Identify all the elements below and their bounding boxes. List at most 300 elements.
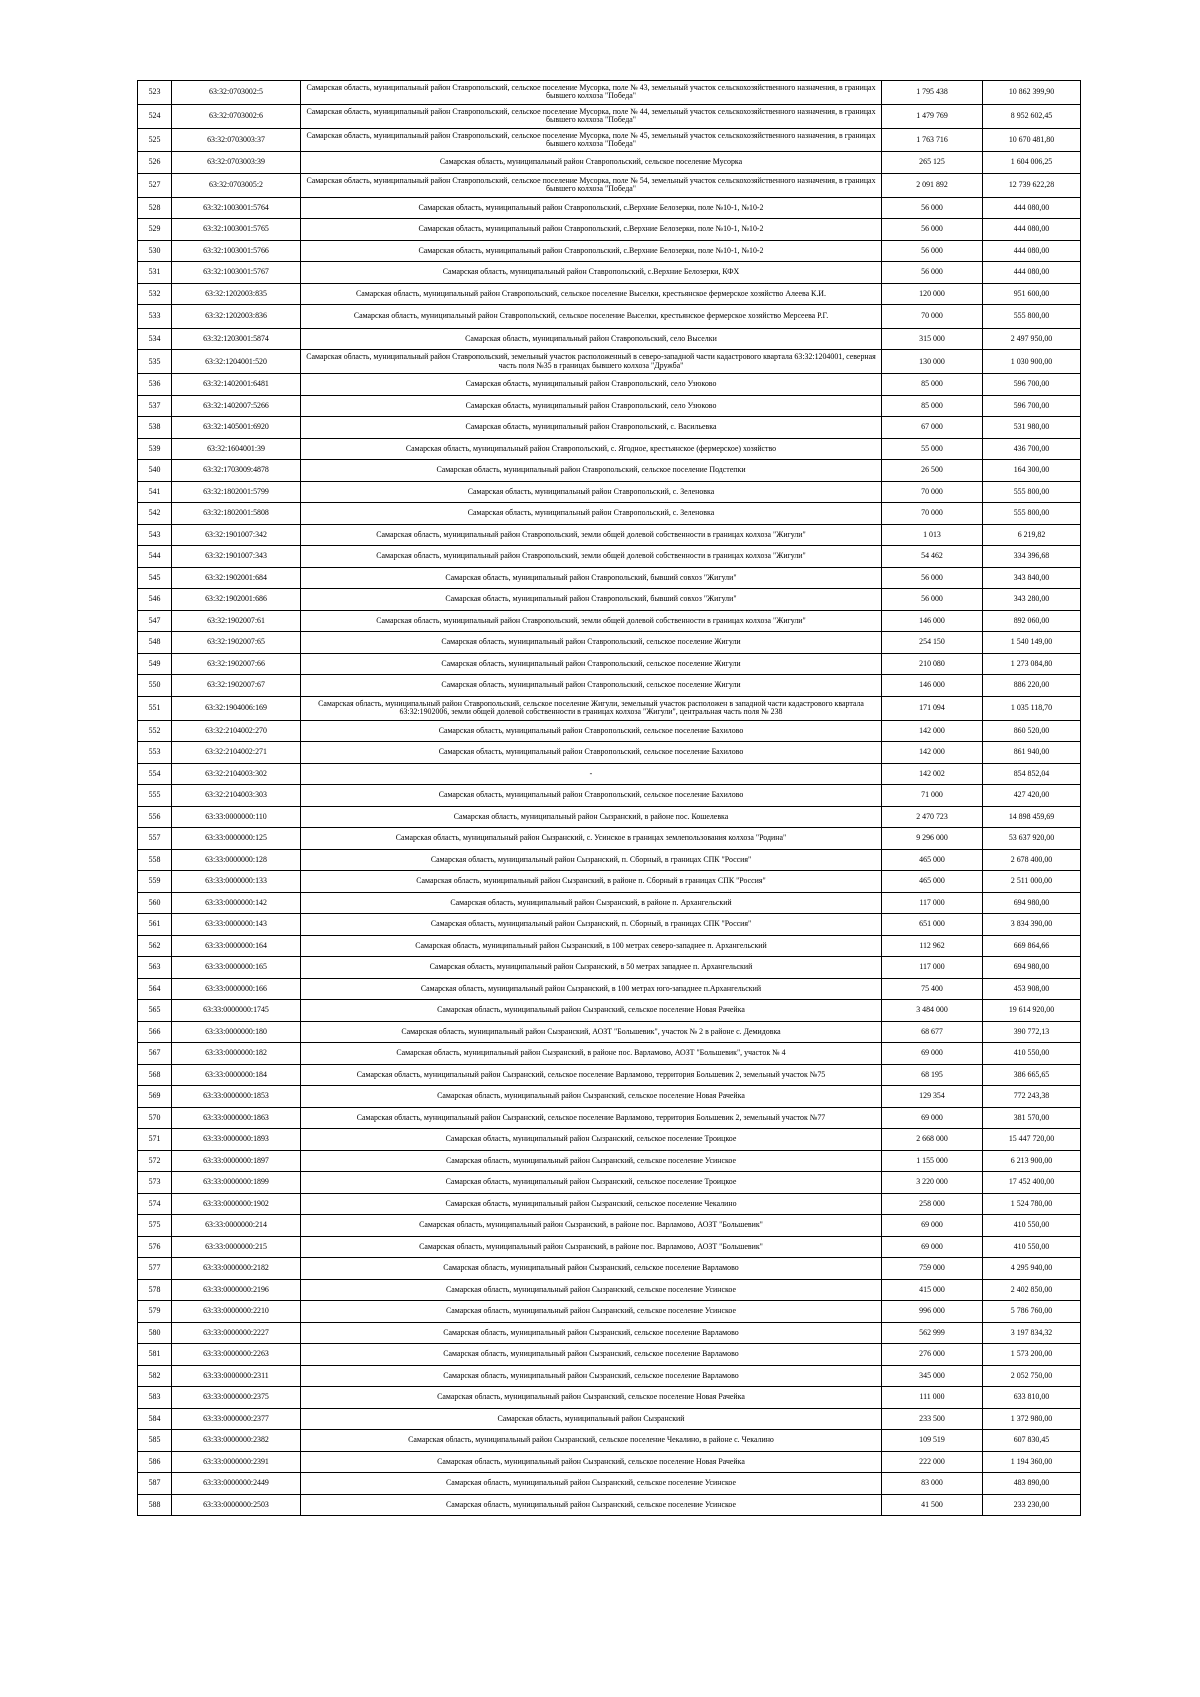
- table-row: [138, 849, 1081, 871]
- cadastral-number-cell: 63:32:1402007:5266: [172, 395, 301, 417]
- cadastral-value-cell: 772 243,38: [983, 1086, 1081, 1108]
- area-cell: 56 000: [882, 240, 983, 262]
- address-cell: Самарская область, муниципальный район Сызранский, сельское поселение Усинское: [301, 1473, 882, 1495]
- cadastral-number-cell: 63:32:1904006:169: [172, 696, 301, 720]
- cadastral-value-cell: 334 396,68: [983, 546, 1081, 568]
- area-cell: 233 500: [882, 1408, 983, 1430]
- row-number-cell: 571: [138, 1129, 172, 1151]
- address-cell: Самарская область, муниципальный район Сызранский, сельское поселение Варламово: [301, 1365, 882, 1387]
- row-number-cell: 587: [138, 1473, 172, 1495]
- cadastral-number-cell: 63:32:1902001:684: [172, 567, 301, 589]
- row-number-cell: 568: [138, 1064, 172, 1086]
- area-cell: 1 763 716: [882, 128, 983, 152]
- area-cell: 69 000: [882, 1043, 983, 1065]
- table-row: [138, 1000, 1081, 1022]
- address-cell: Самарская область, муниципальный район Ставропольский, земельный участок расположенный в северо-западной части кадастрового квартала 63:32:1204001, северная часть поля №35 в границах бывшего колхоза "Дружба": [301, 350, 882, 374]
- row-number-cell: 570: [138, 1107, 172, 1129]
- address-cell: Самарская область, муниципальный район Ставропольский, село Выселки: [301, 328, 882, 350]
- table-row: [138, 460, 1081, 482]
- row-number-cell: 535: [138, 350, 172, 374]
- area-cell: 69 000: [882, 1107, 983, 1129]
- row-number-cell: 524: [138, 104, 172, 128]
- area-cell: 465 000: [882, 871, 983, 893]
- cadastral-value-cell: 444 080,00: [983, 219, 1081, 241]
- row-number-cell: 578: [138, 1279, 172, 1301]
- table-row: [138, 1236, 1081, 1258]
- row-number-cell: 530: [138, 240, 172, 262]
- cadastral-value-cell: 10 670 481,80: [983, 128, 1081, 152]
- cadastral-value-cell: 892 060,00: [983, 610, 1081, 632]
- address-cell: Самарская область, муниципальный район Ставропольский, сельское поселение Мусорка: [301, 152, 882, 174]
- area-cell: 56 000: [882, 589, 983, 611]
- table-row: [138, 1301, 1081, 1323]
- cadastral-number-cell: 63:32:0703003:39: [172, 152, 301, 174]
- table-row: [138, 610, 1081, 632]
- cadastral-number-cell: 63:33:0000000:2391: [172, 1451, 301, 1473]
- table-row: [138, 1129, 1081, 1151]
- cadastral-value-cell: 410 550,00: [983, 1236, 1081, 1258]
- row-number-cell: 566: [138, 1021, 172, 1043]
- row-number-cell: 545: [138, 567, 172, 589]
- address-cell: Самарская область, муниципальный район Ставропольский, с.Верхние Белозерки, поле №10-1, №10-2: [301, 240, 882, 262]
- cadastral-number-cell: 63:33:0000000:180: [172, 1021, 301, 1043]
- row-number-cell: 560: [138, 892, 172, 914]
- land-register-page: [137, 80, 1080, 1516]
- area-cell: 415 000: [882, 1279, 983, 1301]
- table-row: [138, 81, 1081, 105]
- cadastral-value-cell: 2 052 750,00: [983, 1365, 1081, 1387]
- table-row: [138, 438, 1081, 460]
- row-number-cell: 536: [138, 374, 172, 396]
- table-row: [138, 1172, 1081, 1194]
- address-cell: Самарская область, муниципальный район Ставропольский, сельское поселение Бахилово: [301, 785, 882, 807]
- cadastral-value-cell: 1 030 900,00: [983, 350, 1081, 374]
- cadastral-value-cell: 1 604 006,25: [983, 152, 1081, 174]
- cadastral-number-cell: 63:32:1901007:342: [172, 524, 301, 546]
- cadastral-number-cell: 63:33:0000000:184: [172, 1064, 301, 1086]
- table-row: [138, 1408, 1081, 1430]
- cadastral-value-cell: 436 700,00: [983, 438, 1081, 460]
- area-cell: 265 125: [882, 152, 983, 174]
- table-row: [138, 957, 1081, 979]
- address-cell: Самарская область, муниципальный район Сызранский, сельское поселение Усинское: [301, 1494, 882, 1516]
- cadastral-value-cell: 8 952 602,45: [983, 104, 1081, 128]
- area-cell: 142 000: [882, 742, 983, 764]
- cadastral-number-cell: 63:33:0000000:1863: [172, 1107, 301, 1129]
- address-cell: Самарская область, муниципальный район Ставропольский, с. Ягодное, крестьянское (фермерское) хозяйство: [301, 438, 882, 460]
- cadastral-number-cell: 63:32:1703009:4878: [172, 460, 301, 482]
- cadastral-number-cell: 63:32:1402001:6481: [172, 374, 301, 396]
- area-cell: 129 354: [882, 1086, 983, 1108]
- row-number-cell: 540: [138, 460, 172, 482]
- cadastral-number-cell: 63:32:0703005:2: [172, 173, 301, 197]
- cadastral-number-cell: 63:32:1202003:836: [172, 305, 301, 329]
- cadastral-number-cell: 63:32:1405001:6920: [172, 417, 301, 439]
- cadastral-number-cell: 63:33:0000000:143: [172, 914, 301, 936]
- row-number-cell: 564: [138, 978, 172, 1000]
- cadastral-value-cell: 233 230,00: [983, 1494, 1081, 1516]
- row-number-cell: 528: [138, 197, 172, 219]
- cadastral-value-cell: 669 864,66: [983, 935, 1081, 957]
- area-cell: 71 000: [882, 785, 983, 807]
- cadastral-value-cell: 3 197 834,32: [983, 1322, 1081, 1344]
- cadastral-number-cell: 63:32:1802001:5808: [172, 503, 301, 525]
- cadastral-number-cell: 63:32:1902007:61: [172, 610, 301, 632]
- address-cell: Самарская область, муниципальный район Сызранский, в районе пос. Варламово, АОЗТ "Большевик", участок № 4: [301, 1043, 882, 1065]
- cadastral-value-cell: 10 862 399,90: [983, 81, 1081, 105]
- area-cell: 41 500: [882, 1494, 983, 1516]
- address-cell: -: [301, 763, 882, 785]
- area-cell: 68 677: [882, 1021, 983, 1043]
- area-cell: 996 000: [882, 1301, 983, 1323]
- cadastral-value-cell: 633 810,00: [983, 1387, 1081, 1409]
- address-cell: Самарская область, муниципальный район Ставропольский, сельское поселение Жигули: [301, 675, 882, 697]
- cadastral-value-cell: 444 080,00: [983, 240, 1081, 262]
- area-cell: 258 000: [882, 1193, 983, 1215]
- row-number-cell: 532: [138, 283, 172, 305]
- area-cell: 2 668 000: [882, 1129, 983, 1151]
- address-cell: Самарская область, муниципальный район Ставропольский, сельское поселение Мусорка, поле № 45, земельный участок сельскохозяйственного назначения, в границах бывшего колхоза "Победа": [301, 128, 882, 152]
- address-cell: Самарская область, муниципальный район Сызранский, п. Сборный, в границах СПК "Россия": [301, 914, 882, 936]
- address-cell: Самарская область, муниципальный район Ставропольский, с. Зеленовка: [301, 503, 882, 525]
- address-cell: Самарская область, муниципальный район Сызранский, сельское поселение Чекалино: [301, 1193, 882, 1215]
- address-cell: Самарская область, муниципальный район Сызранский, сельское поселение Усинское: [301, 1279, 882, 1301]
- cadastral-number-cell: 63:32:1003001:5767: [172, 262, 301, 284]
- area-cell: 276 000: [882, 1344, 983, 1366]
- cadastral-number-cell: 63:33:0000000:1899: [172, 1172, 301, 1194]
- cadastral-number-cell: 63:33:0000000:2182: [172, 1258, 301, 1280]
- cadastral-number-cell: 63:33:0000000:142: [172, 892, 301, 914]
- cadastral-number-cell: 63:33:0000000:133: [172, 871, 301, 893]
- area-cell: 56 000: [882, 197, 983, 219]
- cadastral-number-cell: 63:33:0000000:2210: [172, 1301, 301, 1323]
- row-number-cell: 584: [138, 1408, 172, 1430]
- row-number-cell: 533: [138, 305, 172, 329]
- area-cell: 9 296 000: [882, 828, 983, 850]
- address-cell: Самарская область, муниципальный район Сызранский, в районе пос. Кошелевка: [301, 806, 882, 828]
- address-cell: Самарская область, муниципальный район Ставропольский, с. Васильевка: [301, 417, 882, 439]
- cadastral-value-cell: 531 980,00: [983, 417, 1081, 439]
- row-number-cell: 523: [138, 81, 172, 105]
- address-cell: Самарская область, муниципальный район Ставропольский, бывший совхоз "Жигули": [301, 567, 882, 589]
- cadastral-value-cell: 555 800,00: [983, 305, 1081, 329]
- area-cell: 67 000: [882, 417, 983, 439]
- area-cell: 117 000: [882, 957, 983, 979]
- table-row: [138, 503, 1081, 525]
- area-cell: 70 000: [882, 503, 983, 525]
- address-cell: Самарская область, муниципальный район Ставропольский, с.Верхние Белозерки, поле №10-1, №10-2: [301, 219, 882, 241]
- address-cell: Самарская область, муниципальный район Ставропольский, сельское поселение Жигули: [301, 632, 882, 654]
- area-cell: 3 220 000: [882, 1172, 983, 1194]
- table-row: [138, 262, 1081, 284]
- row-number-cell: 547: [138, 610, 172, 632]
- address-cell: Самарская область, муниципальный район Сызранский, в 100 метрах юго-западнее п.Архангельский: [301, 978, 882, 1000]
- table-row: [138, 1322, 1081, 1344]
- area-cell: 111 000: [882, 1387, 983, 1409]
- table-row: [138, 481, 1081, 503]
- cadastral-number-cell: 63:32:0703003:37: [172, 128, 301, 152]
- cadastral-value-cell: 453 908,00: [983, 978, 1081, 1000]
- area-cell: 56 000: [882, 219, 983, 241]
- cadastral-number-cell: 63:33:0000000:2311: [172, 1365, 301, 1387]
- table-row: [138, 720, 1081, 742]
- area-cell: 465 000: [882, 849, 983, 871]
- table-row: [138, 1430, 1081, 1452]
- address-cell: Самарская область, муниципальный район Ставропольский, сельское поселение Подстепки: [301, 460, 882, 482]
- table-row: [138, 1107, 1081, 1129]
- cadastral-value-cell: 2 511 000,00: [983, 871, 1081, 893]
- table-row: [138, 283, 1081, 305]
- address-cell: Самарская область, муниципальный район Ставропольский, бывший совхоз "Жигули": [301, 589, 882, 611]
- area-cell: 562 999: [882, 1322, 983, 1344]
- cadastral-number-cell: 63:32:1902007:67: [172, 675, 301, 697]
- address-cell: Самарская область, муниципальный район Ставропольский, сельское поселение Бахилово: [301, 742, 882, 764]
- address-cell: Самарская область, муниципальный район Ставропольский, село Узюково: [301, 374, 882, 396]
- row-number-cell: 580: [138, 1322, 172, 1344]
- address-cell: Самарская область, муниципальный район Ставропольский, сельское поселение Выселки, крестьянское фермерское хозяйство Мерсеева Р.Г.: [301, 305, 882, 329]
- row-number-cell: 586: [138, 1451, 172, 1473]
- row-number-cell: 526: [138, 152, 172, 174]
- address-cell: Самарская область, муниципальный район Сызранский, сельское поселение Варламово: [301, 1322, 882, 1344]
- table-row: [138, 696, 1081, 720]
- address-cell: Самарская область, муниципальный район Сызранский, в 50 метрах западнее п. Архангельский: [301, 957, 882, 979]
- cadastral-value-cell: 164 300,00: [983, 460, 1081, 482]
- cadastral-number-cell: 63:32:1902007:66: [172, 653, 301, 675]
- address-cell: Самарская область, муниципальный район Сызранский, с. Усинское в границах землепользования колхоза "Родина": [301, 828, 882, 850]
- area-cell: 2 470 723: [882, 806, 983, 828]
- address-cell: Самарская область, муниципальный район Сызранский, в районе пос. Варламово, АОЗТ "Большевик": [301, 1236, 882, 1258]
- table-row: [138, 1451, 1081, 1473]
- row-number-cell: 531: [138, 262, 172, 284]
- row-number-cell: 561: [138, 914, 172, 936]
- table-row: [138, 104, 1081, 128]
- row-number-cell: 538: [138, 417, 172, 439]
- cadastral-value-cell: 886 220,00: [983, 675, 1081, 697]
- cadastral-value-cell: 555 800,00: [983, 481, 1081, 503]
- cadastral-number-cell: 63:33:0000000:128: [172, 849, 301, 871]
- table-row: [138, 1043, 1081, 1065]
- cadastral-number-cell: 63:32:1902007:65: [172, 632, 301, 654]
- cadastral-number-cell: 63:32:1003001:5765: [172, 219, 301, 241]
- cadastral-value-cell: 1 035 118,70: [983, 696, 1081, 720]
- cadastral-value-cell: 1 524 780,00: [983, 1193, 1081, 1215]
- address-cell: Самарская область, муниципальный район Сызранский, в районе п. Сборный в границах СПК "Россия": [301, 871, 882, 893]
- area-cell: 171 094: [882, 696, 983, 720]
- cadastral-number-cell: 63:32:1901007:343: [172, 546, 301, 568]
- row-number-cell: 569: [138, 1086, 172, 1108]
- address-cell: Самарская область, муниципальный район Ставропольский, сельское поселение Выселки, крестьянское фермерское хозяйство Алеева К.И.: [301, 283, 882, 305]
- row-number-cell: 562: [138, 935, 172, 957]
- cadastral-number-cell: 63:32:1202003:835: [172, 283, 301, 305]
- area-cell: 85 000: [882, 374, 983, 396]
- row-number-cell: 525: [138, 128, 172, 152]
- area-cell: 1 795 438: [882, 81, 983, 105]
- cadastral-number-cell: 63:33:0000000:1902: [172, 1193, 301, 1215]
- address-cell: Самарская область, муниципальный район Ставропольский, село Узюково: [301, 395, 882, 417]
- table-row: [138, 742, 1081, 764]
- cadastral-value-cell: 596 700,00: [983, 395, 1081, 417]
- table-row: [138, 219, 1081, 241]
- table-row: [138, 152, 1081, 174]
- address-cell: Самарская область, муниципальный район Сызранский, сельское поселение Чекалино, в районе с. Чекалино: [301, 1430, 882, 1452]
- area-cell: 345 000: [882, 1365, 983, 1387]
- cadastral-value-cell: 2 678 400,00: [983, 849, 1081, 871]
- cadastral-value-cell: 444 080,00: [983, 262, 1081, 284]
- address-cell: Самарская область, муниципальный район Сызранский: [301, 1408, 882, 1430]
- cadastral-number-cell: 63:32:0703002:6: [172, 104, 301, 128]
- row-number-cell: 585: [138, 1430, 172, 1452]
- row-number-cell: 567: [138, 1043, 172, 1065]
- cadastral-number-cell: 63:33:0000000:2449: [172, 1473, 301, 1495]
- area-cell: 315 000: [882, 328, 983, 350]
- address-cell: Самарская область, муниципальный район Ставропольский, с.Верхние Белозерки, поле №10-1, №10-2: [301, 197, 882, 219]
- address-cell: Самарская область, муниципальный район Ставропольский, сельское поселение Жигули, земельный участок расположен в западной части кадастрового квартала 63:32:1902006, земли общей долевой собственности в границах колхоза "Жигули", центральная часть поля № 238: [301, 696, 882, 720]
- row-number-cell: 546: [138, 589, 172, 611]
- cadastral-number-cell: 63:32:1203001:5874: [172, 328, 301, 350]
- area-cell: 1 155 000: [882, 1150, 983, 1172]
- table-row: [138, 240, 1081, 262]
- area-cell: 85 000: [882, 395, 983, 417]
- row-number-cell: 557: [138, 828, 172, 850]
- row-number-cell: 573: [138, 1172, 172, 1194]
- table-row: [138, 374, 1081, 396]
- area-cell: 56 000: [882, 567, 983, 589]
- cadastral-value-cell: 1 372 980,00: [983, 1408, 1081, 1430]
- table-row: [138, 806, 1081, 828]
- table-row: [138, 1494, 1081, 1516]
- table-row: [138, 1215, 1081, 1237]
- table-row: [138, 828, 1081, 850]
- table-row: [138, 763, 1081, 785]
- row-number-cell: 541: [138, 481, 172, 503]
- row-number-cell: 565: [138, 1000, 172, 1022]
- cadastral-number-cell: 63:32:1204001:520: [172, 350, 301, 374]
- table-row: [138, 632, 1081, 654]
- area-cell: 210 080: [882, 653, 983, 675]
- cadastral-value-cell: 555 800,00: [983, 503, 1081, 525]
- cadastral-value-cell: 1 540 149,00: [983, 632, 1081, 654]
- cadastral-number-cell: 63:33:0000000:215: [172, 1236, 301, 1258]
- area-cell: 2 091 892: [882, 173, 983, 197]
- cadastral-value-cell: 2 402 850,00: [983, 1279, 1081, 1301]
- area-cell: 70 000: [882, 305, 983, 329]
- area-cell: 3 484 000: [882, 1000, 983, 1022]
- cadastral-number-cell: 63:33:0000000:2377: [172, 1408, 301, 1430]
- cadastral-number-cell: 63:32:1003001:5766: [172, 240, 301, 262]
- row-number-cell: 576: [138, 1236, 172, 1258]
- table-row: [138, 567, 1081, 589]
- row-number-cell: 588: [138, 1494, 172, 1516]
- cadastral-number-cell: 63:32:1802001:5799: [172, 481, 301, 503]
- cadastral-number-cell: 63:32:0703002:5: [172, 81, 301, 105]
- cadastral-number-cell: 63:32:2104002:271: [172, 742, 301, 764]
- cadastral-value-cell: 410 550,00: [983, 1043, 1081, 1065]
- cadastral-number-cell: 63:32:2104003:303: [172, 785, 301, 807]
- area-cell: 112 962: [882, 935, 983, 957]
- table-row: [138, 1387, 1081, 1409]
- row-number-cell: 553: [138, 742, 172, 764]
- area-cell: 651 000: [882, 914, 983, 936]
- address-cell: Самарская область, муниципальный район Сызранский, в районе п. Архангельский: [301, 892, 882, 914]
- cadastral-value-cell: 951 600,00: [983, 283, 1081, 305]
- cadastral-number-cell: 63:33:0000000:2196: [172, 1279, 301, 1301]
- cadastral-value-cell: 694 980,00: [983, 892, 1081, 914]
- area-cell: 26 500: [882, 460, 983, 482]
- area-cell: 146 000: [882, 610, 983, 632]
- row-number-cell: 534: [138, 328, 172, 350]
- table-row: [138, 675, 1081, 697]
- cadastral-value-cell: 17 452 400,00: [983, 1172, 1081, 1194]
- cadastral-value-cell: 1 273 084,80: [983, 653, 1081, 675]
- table-row: [138, 417, 1081, 439]
- table-row: [138, 1258, 1081, 1280]
- cadastral-number-cell: 63:33:0000000:1893: [172, 1129, 301, 1151]
- row-number-cell: 543: [138, 524, 172, 546]
- address-cell: Самарская область, муниципальный район Сызранский, сельское поселение Усинское: [301, 1301, 882, 1323]
- address-cell: Самарская область, муниципальный район Ставропольский, земли общей долевой собственности в границах колхоза "Жигули": [301, 610, 882, 632]
- address-cell: Самарская область, муниципальный район Сызранский, сельское поселение Варламово, территория Большевик 2, земельный участок №75: [301, 1064, 882, 1086]
- cadastral-value-cell: 6 219,82: [983, 524, 1081, 546]
- address-cell: Самарская область, муниципальный район Сызранский, сельское поселение Варламово, территория Большевик 2, земельный участок №77: [301, 1107, 882, 1129]
- row-number-cell: 583: [138, 1387, 172, 1409]
- row-number-cell: 554: [138, 763, 172, 785]
- table-row: [138, 128, 1081, 152]
- cadastral-number-cell: 63:32:1604001:39: [172, 438, 301, 460]
- row-number-cell: 556: [138, 806, 172, 828]
- table-row: [138, 785, 1081, 807]
- cadastral-value-cell: 3 834 390,00: [983, 914, 1081, 936]
- address-cell: Самарская область, муниципальный район Ставропольский, сельское поселение Мусорка, поле № 43, земельный участок сельскохозяйственного назначения, в границах бывшего колхоза "Победа": [301, 81, 882, 105]
- table-row: [138, 892, 1081, 914]
- cadastral-value-cell: 694 980,00: [983, 957, 1081, 979]
- cadastral-value-cell: 390 772,13: [983, 1021, 1081, 1043]
- address-cell: Самарская область, муниципальный район Ставропольский, сельское поселение Жигули: [301, 653, 882, 675]
- area-cell: 146 000: [882, 675, 983, 697]
- cadastral-value-cell: 2 497 950,00: [983, 328, 1081, 350]
- row-number-cell: 579: [138, 1301, 172, 1323]
- area-cell: 68 195: [882, 1064, 983, 1086]
- area-cell: 130 000: [882, 350, 983, 374]
- cadastral-number-cell: 63:33:0000000:2375: [172, 1387, 301, 1409]
- area-cell: 254 150: [882, 632, 983, 654]
- cadastral-number-cell: 63:32:2104003:302: [172, 763, 301, 785]
- cadastral-number-cell: 63:33:0000000:214: [172, 1215, 301, 1237]
- row-number-cell: 529: [138, 219, 172, 241]
- table-row: [138, 305, 1081, 329]
- address-cell: Самарская область, муниципальный район Ставропольский, сельское поселение Мусорка, поле № 54, земельный участок сельскохозяйственного назначения, в границах бывшего колхоза "Победа": [301, 173, 882, 197]
- table-row: [138, 546, 1081, 568]
- cadastral-number-cell: 63:33:0000000:182: [172, 1043, 301, 1065]
- cadastral-value-cell: 596 700,00: [983, 374, 1081, 396]
- row-number-cell: 542: [138, 503, 172, 525]
- cadastral-number-cell: 63:32:2104002:270: [172, 720, 301, 742]
- row-number-cell: 575: [138, 1215, 172, 1237]
- table-row: [138, 328, 1081, 350]
- row-number-cell: 577: [138, 1258, 172, 1280]
- area-cell: 117 000: [882, 892, 983, 914]
- area-cell: 70 000: [882, 481, 983, 503]
- cadastral-value-cell: 386 665,65: [983, 1064, 1081, 1086]
- row-number-cell: 537: [138, 395, 172, 417]
- table-row: [138, 1021, 1081, 1043]
- address-cell: Самарская область, муниципальный район Ставропольский, с.Верхние Белозерки, КФХ: [301, 262, 882, 284]
- cadastral-value-cell: 607 830,45: [983, 1430, 1081, 1452]
- address-cell: Самарская область, муниципальный район Сызранский, сельское поселение Новая Рачейка: [301, 1086, 882, 1108]
- table-row: [138, 1086, 1081, 1108]
- address-cell: Самарская область, муниципальный район Сызранский, сельское поселение Варламово: [301, 1258, 882, 1280]
- area-cell: 55 000: [882, 438, 983, 460]
- row-number-cell: 582: [138, 1365, 172, 1387]
